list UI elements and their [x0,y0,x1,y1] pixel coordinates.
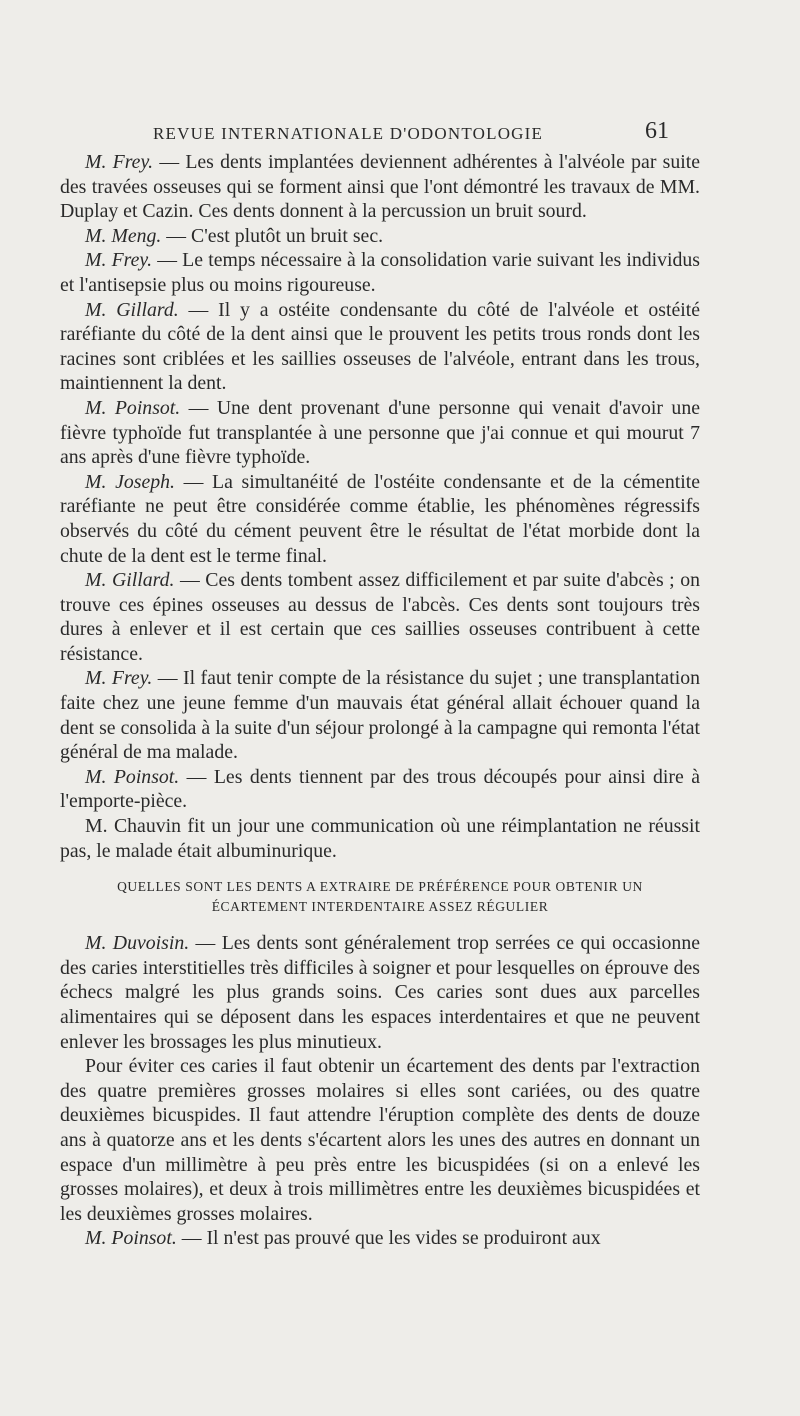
speaker-name: M. Frey. [85,249,153,272]
discussion-block-2 [60,931,700,1251]
paragraph-text: Pour éviter ces caries il faut obtenir un écartement des dents par l'extraction des quatre premières grosses molaires si elles sont cariées, ou des quatre deuxièmes bicuspides. Il faut attendre l'éruption complète des dents de douze ans à quatorze ans et les dents s'écartent alors les unes des autres en donnant un espace d'un millimètre à peu près entre les bicuspidées (si on a enlevé les grosses molaires), et deux à trois millimètres entre les deuxièmes bicuspidées et les deuxièmes grosses molaires. [60,1055,700,1225]
speaker-name: M. Gillard. [85,569,175,592]
page-number: 61 [645,118,669,144]
speaker-name: M. Poinsot. [85,396,181,419]
speaker-name: M. Frey. [85,151,154,173]
paragraph [60,931,700,1054]
paragraph [60,470,700,568]
paragraph-text: — La simultanéité de l'ostéite condensante et de la cémentite raréfiante ne peut être considérée comme établie, les phénomènes régressifs observés du côté du cément peuvent être le résultat de l'état morbide dont la chute de la dent est le terme final. [60,470,700,567]
paragraph-text: — Les dents tiennent par des trous découpés pour ainsi dire à l'emporte-pièce. [60,765,700,813]
paragraph-text: — C'est plutôt un bruit sec. [161,224,384,247]
paragraph [60,248,700,297]
paragraph [60,224,700,249]
paragraph [60,150,700,224]
page-header [0,118,800,148]
section-heading [60,877,700,917]
speaker-name: M. Poinsot. [85,765,180,788]
paragraph [60,814,700,863]
paragraph-text: — Ces dents tombent assez difficilement et par suite d'abcès ; on trouve ces épines osseuses au dessus de l'abcès. Ces dents sont toujours très dures à enlever et il est certain que ces saillies osseuses contribuent à cette résistance. [60,569,700,665]
paragraph [60,396,700,470]
running-title: REVUE INTERNATIONALE D'ODONTOLOGIE [153,124,544,143]
paragraph-text: — Les dents implantées deviennent adhérentes à l'alvéole par suite des travées osseuses qui se forment ainsi que l'ont démontré les travaux de MM. Duplay et Cazin. Ces dents donnent à la percussion un bruit sourd. [60,151,700,223]
body-text [60,150,700,1251]
paragraph [60,568,700,666]
discussion-block-1 [60,150,700,863]
speaker-name: M. Duvoisin. [85,932,190,955]
speaker-name: M. Joseph. [85,470,175,493]
paragraph [60,1054,700,1226]
paragraph [60,666,700,764]
speaker-name: M. Poinsot. [85,1227,177,1250]
paragraph-text: — Il y a ostéite condensante du côté de l'alvéole et ostéité raréfiante du côté de la dent ainsi que le prouvent les petits trous ronds dont les racines sont criblées et les saillies osseuses de l'alvéole, entrant dans les trous, maintiennent la dent. [60,298,700,395]
paragraph [60,1226,700,1251]
paragraph-text: — Il n'est pas prouvé que les vides se produiront aux [176,1227,601,1250]
paragraph-text: — Le temps nécessaire à la consolidation varie suivant les individus et l'antisepsie plus ou moins rigoureuse. [60,249,700,296]
speaker-name: M. Meng. [85,224,162,247]
paragraph [60,298,700,396]
section-heading-line-1: QUELLES SONT LES DENTS A EXTRAIRE DE PRÉFÉRENCE POUR OBTENIR UN [117,879,643,895]
paragraph-text: — Les dents sont généralement trop serrées ce qui occasionne des caries interstitielles très difficiles à soigner et pour lesquelles on éprouve des échecs malgré les plus grands soins. Ces caries sont dues aux parcelles alimentaires qui se déposent dans les espaces interdentaires et que ne peuvent enlever les brossages les plus minutieux. [60,932,700,1053]
paragraph-text: — Une dent provenant d'une personne qui venait d'avoir une fièvre typhoïde fut transplantée à une personne que j'ai connue et qui mourut 7 ans après d'une fièvre typhoïde. [60,396,700,469]
speaker-name: M. Gillard. [85,298,179,321]
section-heading-line-2: ÉCARTEMENT INTERDENTAIRE ASSEZ RÉGULIER [211,899,549,915]
paragraph-text: M. Chauvin fit un jour une communication où une réimplantation ne réussit pas, le malade était albuminurique. [60,815,700,862]
speaker-name: M. Frey. [85,667,153,690]
paragraph-text: — Il faut tenir compte de la résistance du sujet ; une transplantation faite chez une jeune femme d'un mauvais état général allait échouer quand la dent se consolida à la suite d'un séjour prolongé à la campagne qui remonta l'état général de ma malade. [60,667,700,764]
paragraph [60,765,700,814]
